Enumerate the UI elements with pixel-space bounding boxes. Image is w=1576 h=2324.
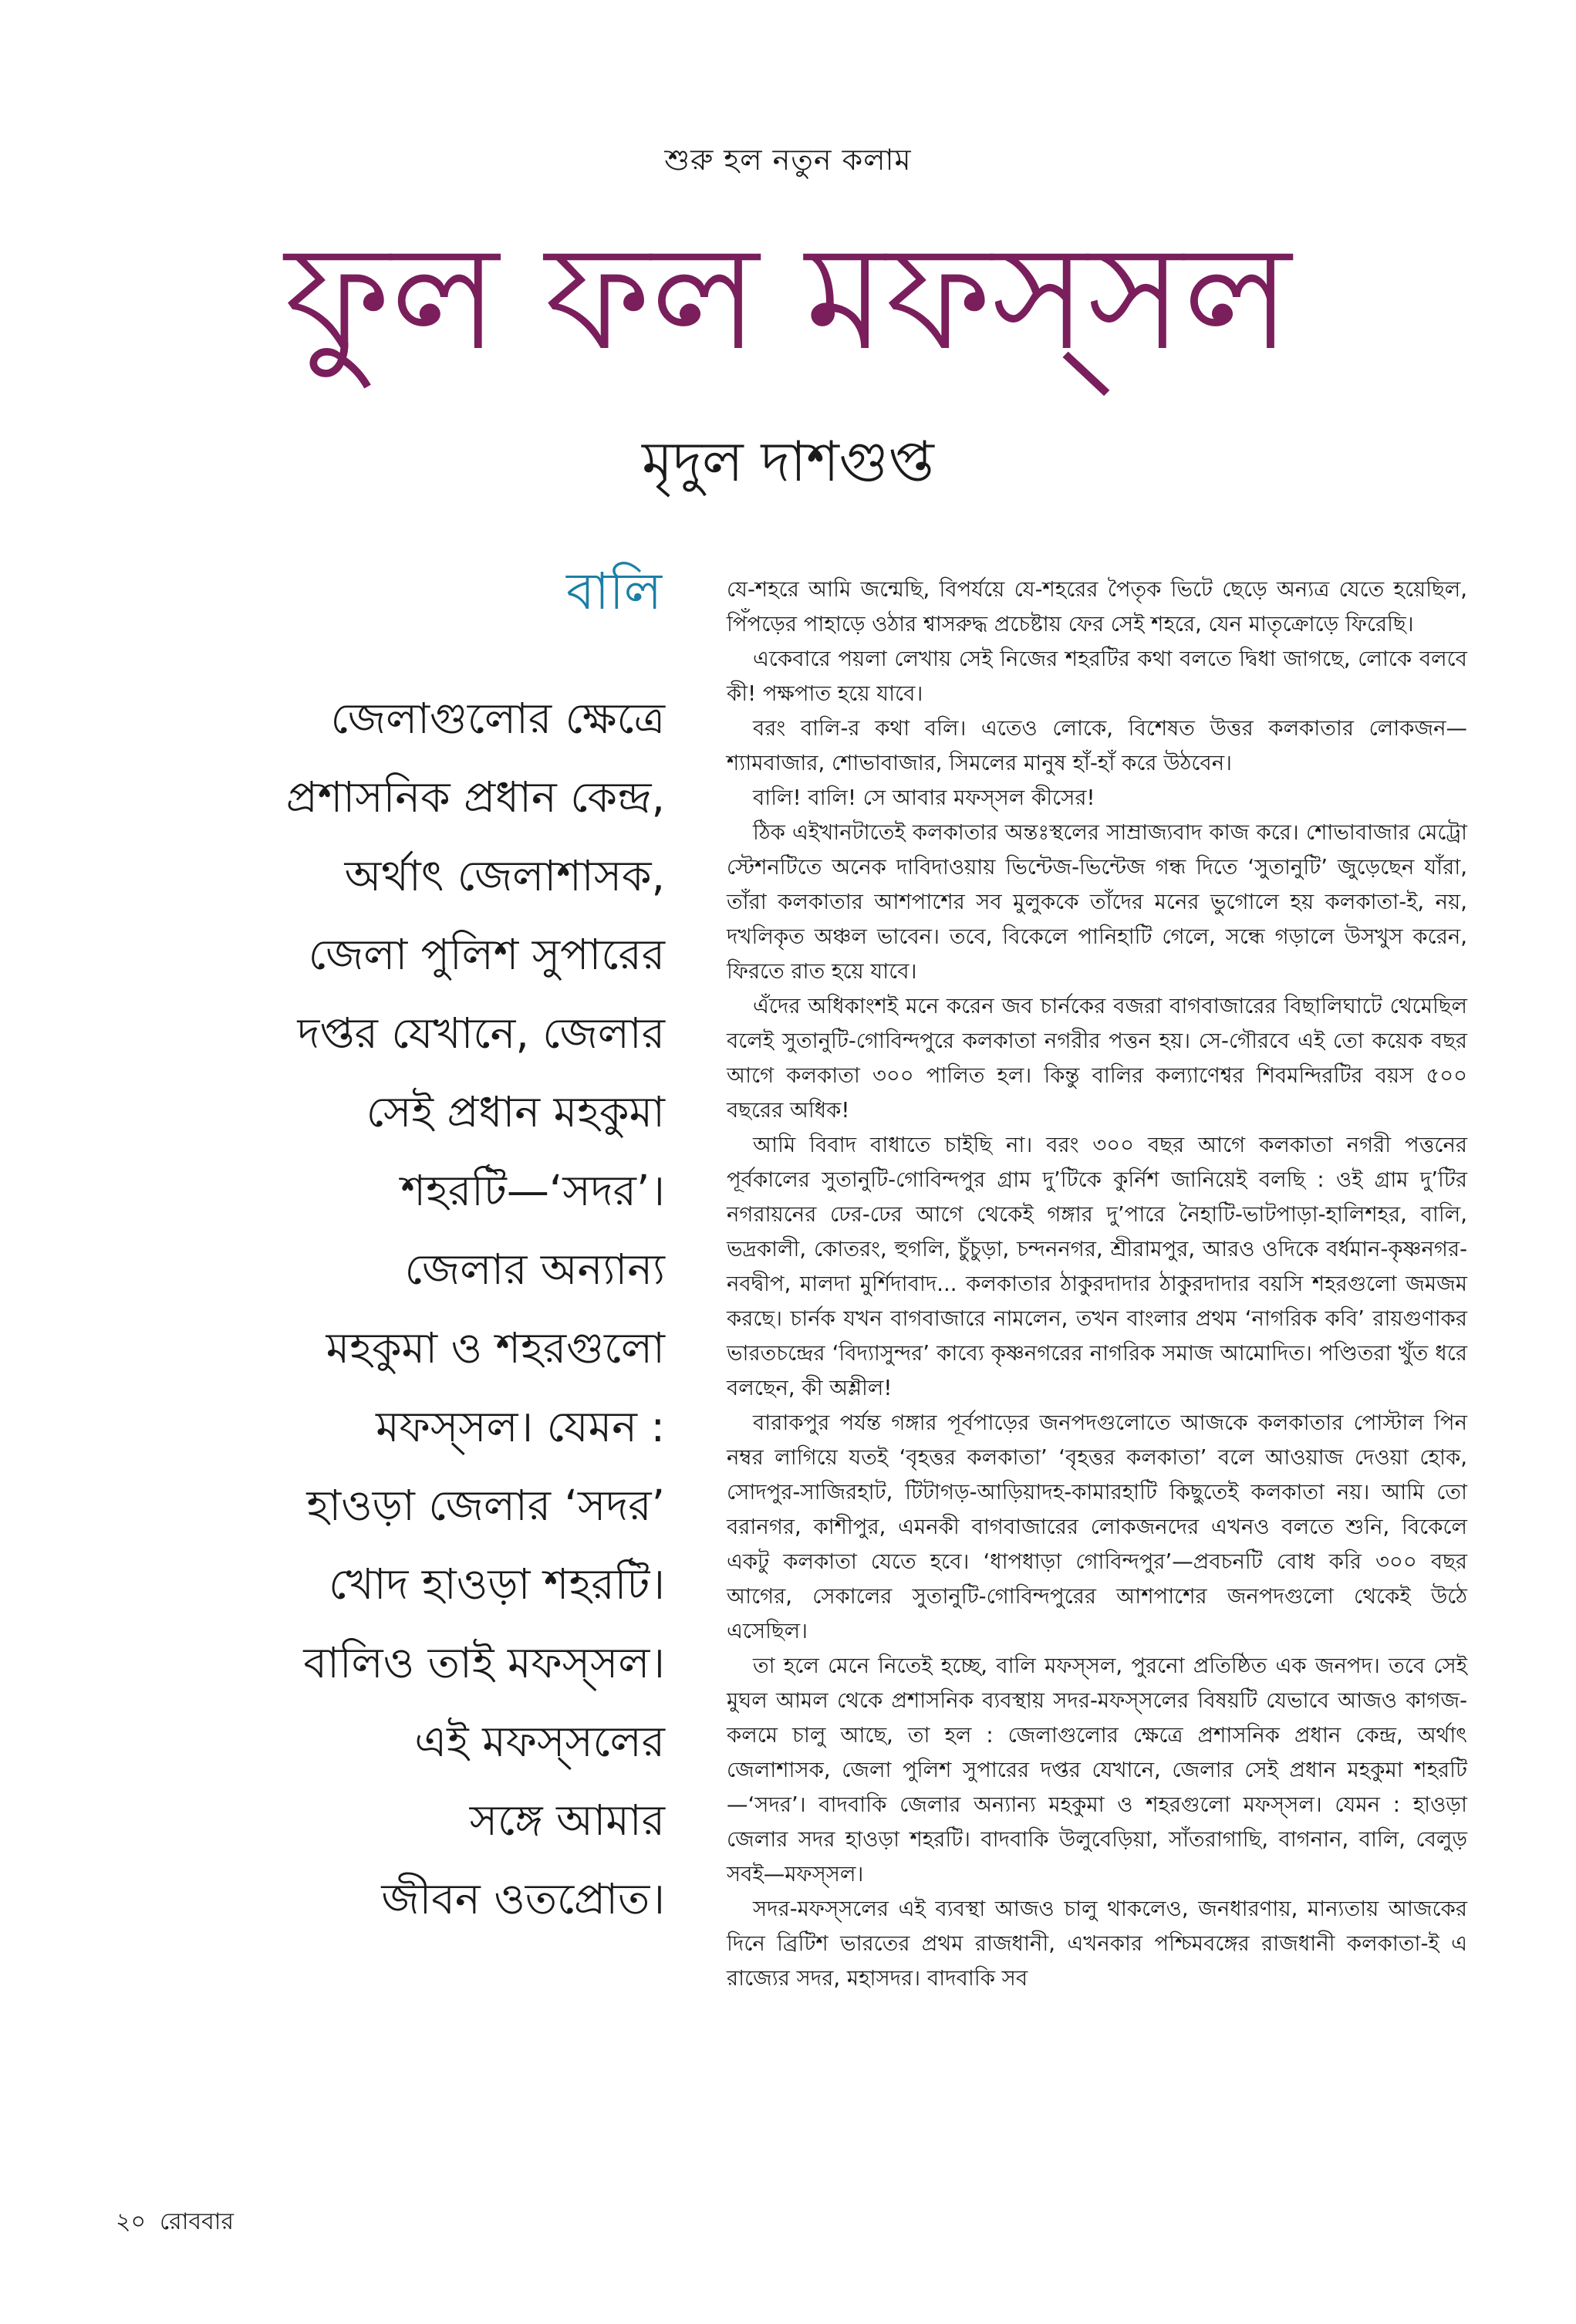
page-number: ২০	[116, 2208, 147, 2235]
pull-quote-line: অর্থাৎ জেলাশাসক,	[344, 851, 665, 900]
paragraph: এঁদের অধিকাংশই মনে করেন জব চার্নকের বজরা বাগবাজারের বিছালিঘাটে থেমেছিল বলেই সুতানুটি-গোবিন্দপুরে কলকাতা নগরীর পত্তন হয়। সে-গৌরবে এই তো কয়েক বছর আগে কলকাতা ৩০০ পালিত হল। কিন্তু বালির কল্যাণেশ্বর শিবমন্দিরটির বয়স ৫০০ বছরের অধিক!	[727, 994, 1467, 1123]
pull-quote-line: জেলা পুলিশ সুপারের	[308, 930, 665, 979]
paragraph: বরং বালি-র কথা বলি। এতেও লোকে, বিশেষত উত্তর কলকাতার লোকজন—শ্যামবাজার, শোভাবাজার, সিমলের মানুষ হাঁ-হাঁ করে উঠবেন।	[727, 716, 1467, 775]
pull-quote-line: সেই প্রধান মহকুমা	[366, 1087, 665, 1137]
pull-quote-line: জেলাগুলোর ক্ষেত্রে	[330, 694, 665, 743]
article-body	[727, 573, 1467, 1996]
pull-quote-line: শহরটি—‘সদর’।	[400, 1166, 665, 1215]
paragraph: আমি বিবাদ বাধাতে চাইছি না। বরং ৩০০ বছর আগে কলকাতা নগরী পত্তনের পূর্বকালের সুতানুটি-গোবিন্দপুর গ্রাম দু’টিকে কুর্নিশ জানিয়েই বলছি : ওই গ্রাম দু’টির নগরায়নের ঢের-ঢের আগে থেকেই গঙ্গার দু’পারে নৈহাটি-ভাটপাড়া-হালিশহর, বালি, ভদ্রকালী, কোতরং, হুগলি, চুঁচুড়া, চন্দননগর, শ্রীরামপুর, আরও ওদিকে বর্ধমান-কৃষ্ণনগর-নবদ্বীপ, মালদা মুর্শিদাবাদ... কলকাতার ঠাকুরদাদার ঠাকুরদাদার বয়সি শহরগুলো জমজম করছে। চার্নক যখন বাগবাজারে নামলেন, তখন বাংলার প্রথম ‘নাগরিক কবি’ রায়গুণাকর ভারতচন্দ্রের ‘বিদ্যাসুন্দর’ কাব্যে কৃষ্ণনগরের নাগরিক সমাজ আমোদিত। পণ্ডিতরা খুঁত ধরে বলছেন, কী অশ্লীল!	[727, 1133, 1467, 1400]
paragraph: ঠিক এইখানটাতেই কলকাতার অন্তঃস্থলের সাম্রাজ্যবাদ কাজ করে। শোভাবাজার মেট্রো স্টেশনটিতে অনেক দাবিদাওয়ায় ভিন্টেজ-ভিন্টেজ গন্ধ দিতে ‘সুতানুটি’ জুড়েছেন যাঁরা, তাঁরা কলকাতার আশপাশের সব মুলুককে তাঁদের মনের ভুগোলে হয় কলকাতা-ই, নয়, দখলিকৃত অঞ্চল ভাবেন। তবে, বিকেলে পানিহাটি গেলে, সন্ধে গড়ালে উসখুস করেন, ফিরতে রাত হয়ে যাবে।	[727, 820, 1467, 984]
pull-quote-line: হাওড়া জেলার ‘সদর’	[306, 1481, 665, 1530]
pull-quote-line: জীবন ওতপ্রোত।	[381, 1874, 665, 1924]
paragraph: বারাকপুর পর্যন্ত গঙ্গার পূর্বপাড়ের জনপদগুলোতে আজকে কলকাতার পোস্টাল পিন নম্বর লাগিয়ে যতই ‘বৃহত্তর কলকাতা’ ‘বৃহত্তর কলকাতা’ বলে আওয়াজ দেওয়া হোক, সোদপুর-সাজিরহাট, টিটাগড়-আড়িয়াদহ-কামারহাটি কিছুতেই কলকাতা নয়। আমি তো বরানগর, কাশীপুর, এমনকী বাগবাজারের লোকজনদের এখনও বলতে শুনি, বিকেলে একটু কলকাতা যেতে হবে। ‘ধাপধাড়া গোবিন্দপুর’—প্রবচনটি বোধ করি ৩০০ বছর আগের, সেকালের সুতানুটি-গোবিন্দপুরের আশপাশের জনপদগুলো থেকেই উঠে এসেছিল।	[727, 1410, 1467, 1643]
kicker: শুরু হল নতুন কলাম	[664, 143, 912, 177]
magazine-name: রোববার	[160, 2208, 234, 2235]
pull-quote-line: প্রশাসনিক প্রধান কেন্দ্র,	[285, 772, 665, 822]
paragraph: বালি! বালি! সে আবার মফস্‌সল কীসের!	[753, 785, 1095, 810]
pull-quote-line: সঙ্গে আমার	[469, 1795, 665, 1845]
section-label: বালি	[566, 562, 662, 621]
pull-quote-line: এই মফস্‌সলের	[414, 1717, 665, 1766]
pull-quote-line: খোদ হাওড়া শহরটি।	[329, 1559, 665, 1609]
folio	[116, 2207, 248, 2238]
pull-quote-line: মফস্‌সল। যেমন :	[376, 1402, 665, 1451]
pull-quote-line: মহকুমা ও শহরগুলো	[326, 1323, 665, 1373]
paragraph: সদর-মফস্‌সলের এই ব্যবস্থা আজও চালু থাকলেও, জনধারণায়, মান্যতায় আজকের দিনে ব্রিটিশ ভারতের প্রথম রাজধানী, এখনকার পশ্চিমবঙ্গের রাজধানী কলকাতা-ই এ রাজ্যের সদর, মহাসদর। বাদবাকি সব	[727, 1897, 1467, 1991]
byline: মৃদুল দাশগুপ্ত	[642, 429, 934, 494]
paragraph: যে-শহরে আমি জন্মেছি, বিপর্যয়ে যে-শহরের পৈতৃক ভিটে ছেড়ে অন্যত্র যেতে হয়েছিল, পিঁপড়ের পাহাড়ে ওঠার শ্বাসরুদ্ধ প্রচেষ্টায় ফের সেই শহরে, যেন মাতৃক্রোড়ে ফিরেছি।	[727, 577, 1467, 637]
headline: ফুল ফল মফস্‌সল	[285, 214, 1291, 383]
pull-quote	[116, 679, 665, 1938]
pull-quote-line: বালিও তাই মফস্‌সল।	[303, 1638, 665, 1687]
paragraph: তা হলে মেনে নিতেই হচ্ছে, বালি মফস্‌সল, পুরনো প্রতিষ্ঠিত এক জনপদ। তবে সেই মুঘল আমল থেকে প্রশাসনিক ব্যবস্থায় সদর-মফস্‌সলের বিষয়টি যেভাবে আজও কাগজ-কলমে চালু আছে, তা হল : জেলাগুলোর ক্ষেত্রে প্রশাসনিক প্রধান কেন্দ্র, অর্থাৎ জেলাশাসক, জেলা পুলিশ সুপারের দপ্তর যেখানে, জেলার সেই প্রধান মহকুমা শহরটি—‘সদর’। বাদবাকি জেলার অন্যান্য মহকুমা ও শহরগুলো মফস্‌সল। যেমন : হাওড়া জেলার সদর হাওড়া শহরটি। বাদবাকি উলুবেড়িয়া, সাঁতরাগাছি, বাগনান, বালি, বেলুড় সবই—মফস্‌সল।	[727, 1653, 1467, 1887]
pull-quote-line: জেলার অন্যান্য	[404, 1245, 665, 1294]
pull-quote-line: দপ্তর যেখানে, জেলার	[297, 1008, 665, 1058]
paragraph: একেবারে পয়লা লেখায় সেই নিজের শহরটির কথা বলতে দ্বিধা জাগছে, লোকে বলবে কী! পক্ষপাত হয়ে যাবে।	[727, 647, 1467, 706]
